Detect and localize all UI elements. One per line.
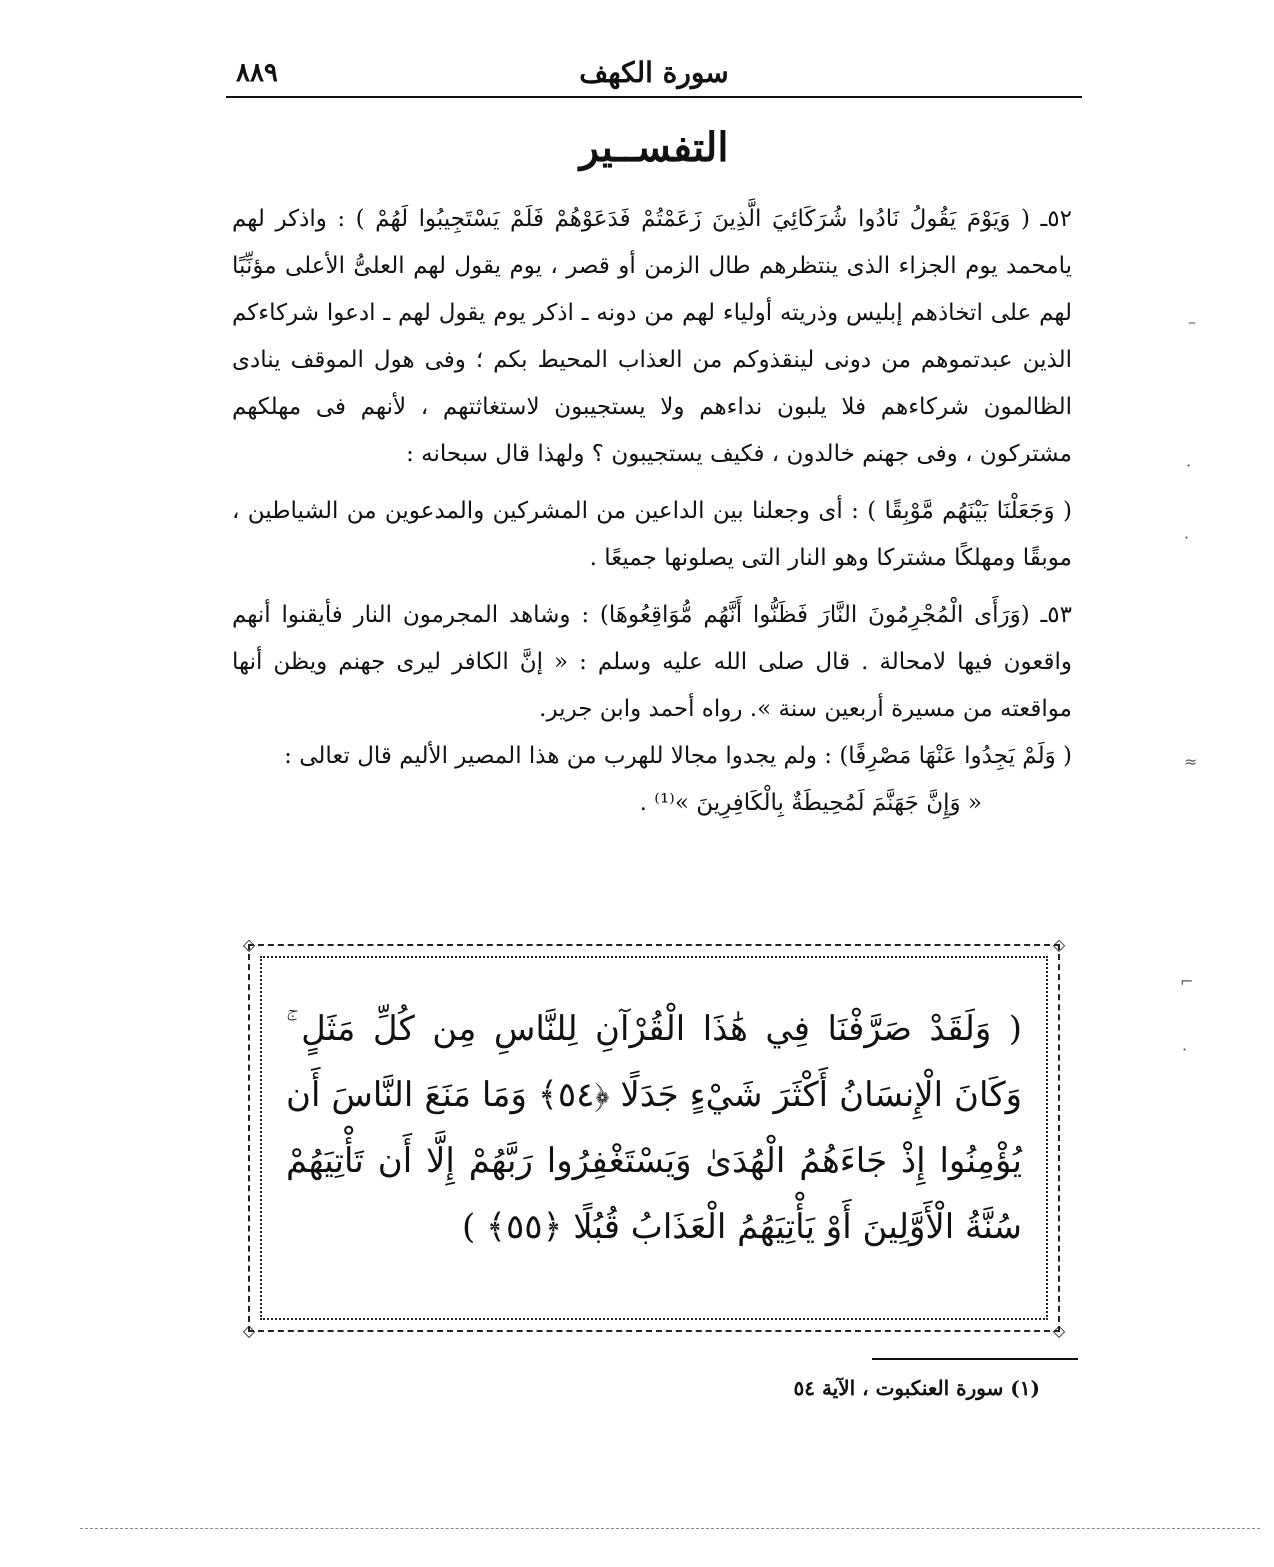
page-number: ٨٨٩ (236, 58, 278, 88)
section-title: التفســير (579, 124, 729, 171)
running-head (226, 52, 1082, 96)
surah-name: سورة الكهف (579, 56, 729, 89)
tafsir-body (232, 196, 1072, 827)
paragraph-mawbiq: ( وَجَعَلْنَا بَيْنَهُم مَّوْبِقًا ) : أى وجعلنا بين الداعين من المشركين والمدعوين من الشياطين ، موبقًا ومهلكًا مشتركا وهو النار التى يصلونها جميعًا . (232, 498, 1072, 571)
footnote-rule (872, 1358, 1078, 1360)
corner-ornament-icon: ◇ (242, 1321, 256, 1340)
verse-text: ( وَلَقَدْ صَرَّفْنَا فِي هَٰذَا الْقُرْآنِ لِلنَّاسِ مِن كُلِّ مَثَلٍ ۚ وَكَانَ الْإِنسَانُ أَكْثَرَ شَيْءٍ جَدَلًا ﴿٥٤﴾ وَمَا مَنَعَ النَّاسَ أَن يُؤْمِنُوا إِذْ جَاءَهُمُ الْهُدَىٰ وَيَسْتَغْفِرُوا رَبَّهُمْ إِلَّا أَن تَأْتِيَهُمْ سُنَّةُ الْأَوَّلِينَ أَوْ يَأْتِيَهُمُ الْعَذَابُ قُبُلًا ﴿٥٥﴾ ) (286, 1009, 1022, 1247)
quran-verse-box (242, 935, 1066, 1340)
margin-mark-icon: · (1186, 456, 1192, 475)
corner-ornament-icon: ◇ (1052, 935, 1066, 954)
footnote: (١) سورة العنكبوت ، الآية ٥٤ (793, 1376, 1040, 1400)
corner-ornament-icon: ◇ (242, 935, 256, 954)
paragraph-masrif: ( وَلَمْ يَجِدُوا عَنْهَا مَصْرِفًا) : ولم يجدوا مجالا للهرب من هذا المصير الأليم قال تعالى : (284, 743, 1072, 769)
paragraph-quote: « وَإِنَّ جَهَنَّمَ لَمُحِيطَةٌ بِالْكَافِرِينَ »⁽¹⁾ . (639, 790, 982, 816)
margin-mark-icon: · (1182, 1040, 1188, 1059)
margin-mark-icon: – (1188, 312, 1196, 331)
corner-ornament-icon: ◇ (1052, 1321, 1066, 1340)
margin-mark-icon: · (1184, 528, 1190, 547)
header-rule (226, 96, 1082, 98)
margin-mark-icon: ≈ (1184, 752, 1198, 771)
paragraph-verse-52: ٥٢ـ ( وَيَوْمَ يَقُولُ نَادُوا شُرَكَائِيَ الَّذِينَ زَعَمْتُمْ فَدَعَوْهُمْ فَلَمْ يَسْتَجِيبُوا لَهُمْ ) : واذكر لهم يامحمد يوم الجزاء الذى ينتظرهم طال الزمن أو قصر ، يوم يقول لهم العلىُّ الأعلى مؤنِّبًا لهم على اتخاذهم إبليس وذريته أولياء لهم من دونه ـ اذكر يوم يقول لهم ـ ادعوا شركاءكم الذين عبدتموهم من دونى لينقذوكم من العذاب المحيط بكم ؛ وفى هول الموقف ينادى الظالمون شركاءهم فلا يلبون نداءهم ولا يستجيبون لاستغاثتهم ، لأنهم فى مهلكهم مشتركون ، وفى جهنم خالدون ، فكيف يستجيبون ؟ ولهذا قال سبحانه : (232, 206, 1072, 467)
margin-mark-icon: ⌐ (1180, 972, 1194, 991)
scan-edge-line (80, 1528, 1260, 1529)
paragraph-verse-53: ٥٣ـ (وَرَأَى الْمُجْرِمُونَ النَّارَ فَظَنُّوا أَنَّهُم مُّوَاقِعُوهَا) : وشاهد المجرمون النار فأيقنوا أنهم واقعون فيها لامحالة . قال صلى الله عليه وسلم : « إنَّ الكافر ليرى جهنم ويظن أنها مواقعته من مسيرة أربعين سنة ». رواه أحمد وابن جرير. (232, 602, 1072, 722)
